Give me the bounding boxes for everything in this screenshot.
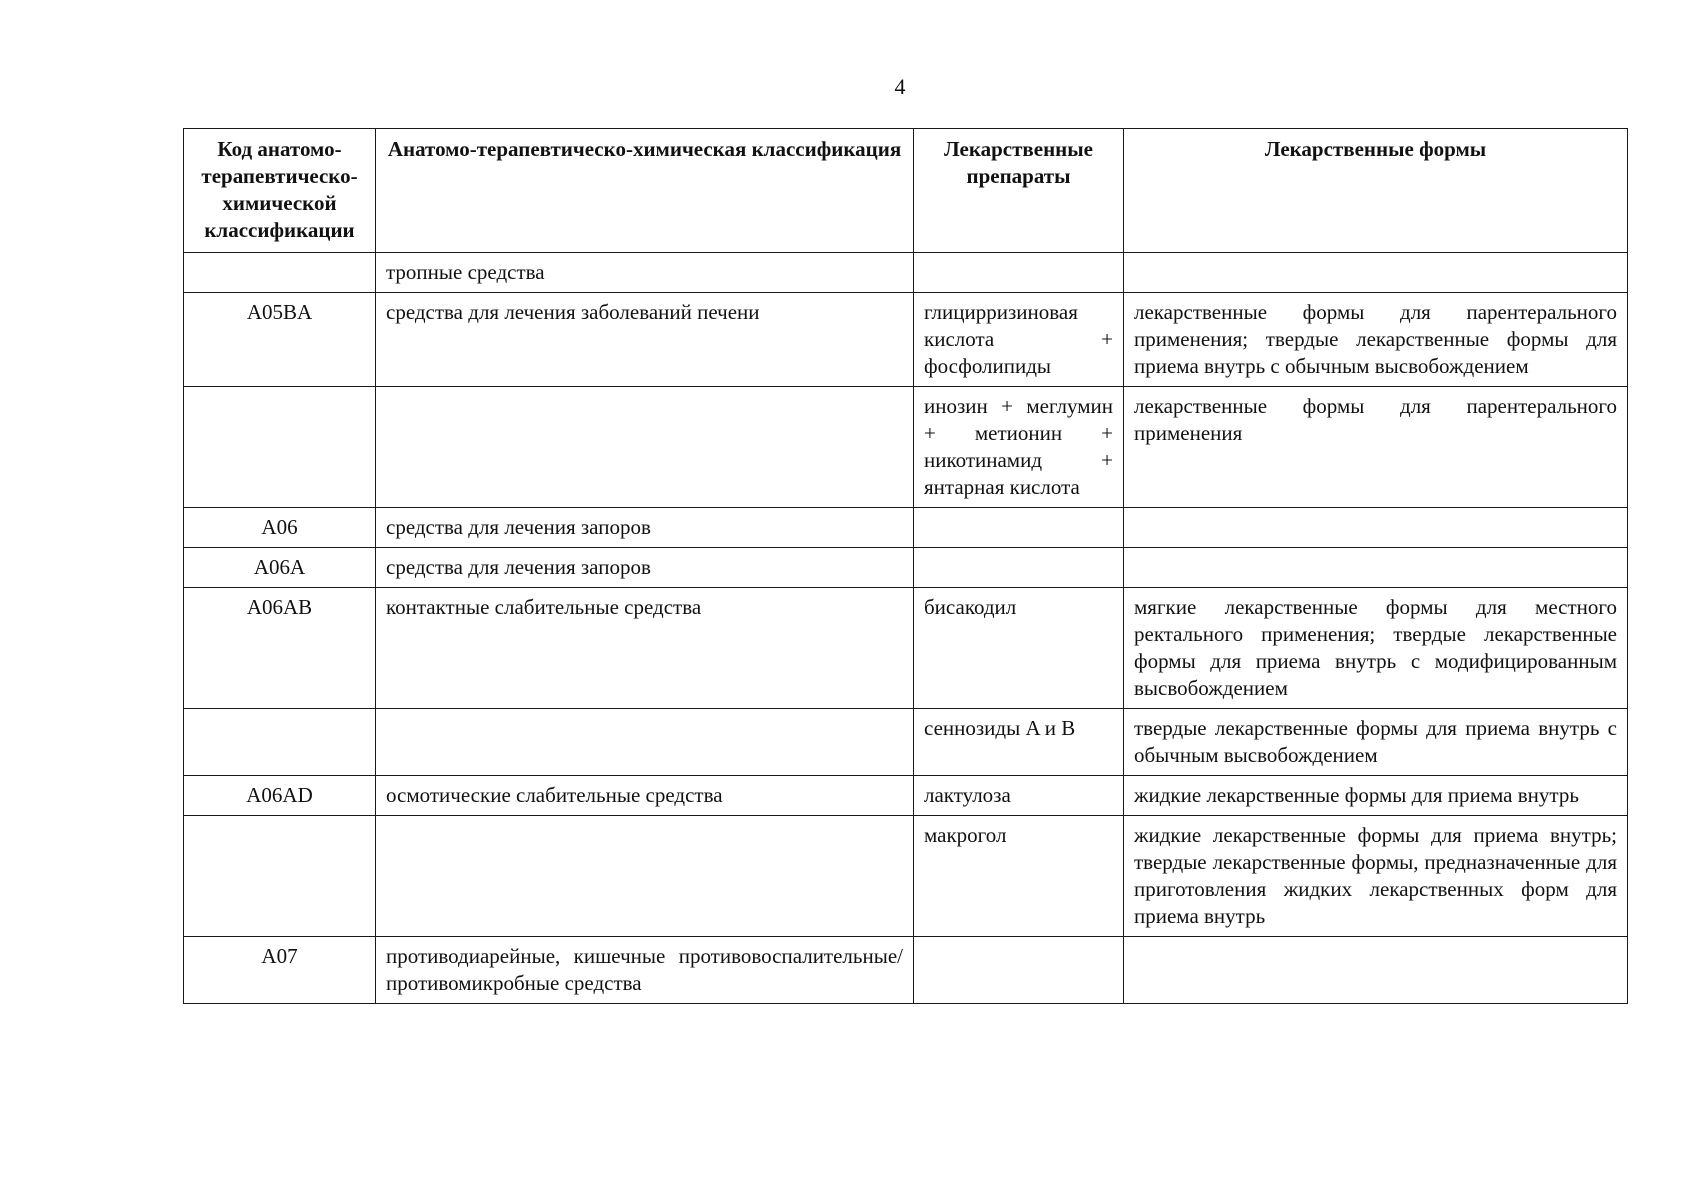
table-header-row bbox=[184, 129, 1628, 253]
drug-name bbox=[914, 253, 1124, 293]
atc-code: A06AB bbox=[184, 588, 376, 709]
atc-code bbox=[184, 709, 376, 776]
header-classification: Анатомо-терапевтическо-химическая классификация bbox=[376, 129, 914, 253]
drug-name: лактулоза bbox=[914, 776, 1124, 816]
atc-classification bbox=[376, 816, 914, 937]
table-row bbox=[184, 293, 1628, 387]
atc-classification: средства для лечения запоров bbox=[376, 548, 914, 588]
table-row bbox=[184, 387, 1628, 508]
atc-classification: противодиарейные, кишечные противовоспалительные/ противомикробные средства bbox=[376, 937, 914, 1004]
dosage-forms: жидкие лекарственные формы для приема внутрь; твердые лекарственные формы, предназначенные для приготовления жидких лекарственных форм для приема внутрь bbox=[1124, 816, 1628, 937]
header-forms: Лекарственные формы bbox=[1124, 129, 1628, 253]
atc-code bbox=[184, 816, 376, 937]
atc-classification bbox=[376, 709, 914, 776]
table-row bbox=[184, 588, 1628, 709]
header-code: Код анатомо-терапевтическо-химической классификации bbox=[184, 129, 376, 253]
dosage-forms: мягкие лекарственные формы для местного ректального применения; твердые лекарственные формы для приема внутрь с модифицированным высвобождением bbox=[1124, 588, 1628, 709]
table-row bbox=[184, 548, 1628, 588]
atc-code: A06 bbox=[184, 508, 376, 548]
table-row bbox=[184, 253, 1628, 293]
atc-classification: средства для лечения запоров bbox=[376, 508, 914, 548]
dosage-forms: твердые лекарственные формы для приема внутрь с обычным высвобождением bbox=[1124, 709, 1628, 776]
drug-name: бисакодил bbox=[914, 588, 1124, 709]
drug-name bbox=[914, 508, 1124, 548]
atc-code: A06AD bbox=[184, 776, 376, 816]
atc-code: A05BA bbox=[184, 293, 376, 387]
dosage-forms: жидкие лекарственные формы для приема внутрь bbox=[1124, 776, 1628, 816]
atc-code: A06A bbox=[184, 548, 376, 588]
atc-code: A07 bbox=[184, 937, 376, 1004]
atc-classification: осмотические слабительные средства bbox=[376, 776, 914, 816]
dosage-forms bbox=[1124, 548, 1628, 588]
drug-name: глицирризиновая кислота + фосфолипиды bbox=[914, 293, 1124, 387]
drug-name bbox=[914, 548, 1124, 588]
atc-classification: тропные средства bbox=[376, 253, 914, 293]
dosage-forms: лекарственные формы для парентерального применения bbox=[1124, 387, 1628, 508]
header-drugs: Лекарственные препараты bbox=[914, 129, 1124, 253]
atc-code bbox=[184, 387, 376, 508]
dosage-forms bbox=[1124, 253, 1628, 293]
page-number: 4 bbox=[894, 74, 906, 99]
table-row bbox=[184, 816, 1628, 937]
dosage-forms bbox=[1124, 508, 1628, 548]
dosage-forms: лекарственные формы для парентерального применения; твердые лекарственные формы для приема внутрь с обычным высвобождением bbox=[1124, 293, 1628, 387]
drug-name: сеннозиды A и B bbox=[914, 709, 1124, 776]
atc-classification: контактные слабительные средства bbox=[376, 588, 914, 709]
atc-drug-table bbox=[183, 128, 1628, 1004]
dosage-forms bbox=[1124, 937, 1628, 1004]
atc-classification bbox=[376, 387, 914, 508]
atc-code bbox=[184, 253, 376, 293]
atc-classification: средства для лечения заболеваний печени bbox=[376, 293, 914, 387]
drug-name bbox=[914, 937, 1124, 1004]
table-row bbox=[184, 709, 1628, 776]
drug-name: инозин + меглумин + метионин + никотинамид + янтарная кислота bbox=[914, 387, 1124, 508]
drug-name: макрогол bbox=[914, 816, 1124, 937]
table-row bbox=[184, 937, 1628, 1004]
table-row bbox=[184, 508, 1628, 548]
table-row bbox=[184, 776, 1628, 816]
